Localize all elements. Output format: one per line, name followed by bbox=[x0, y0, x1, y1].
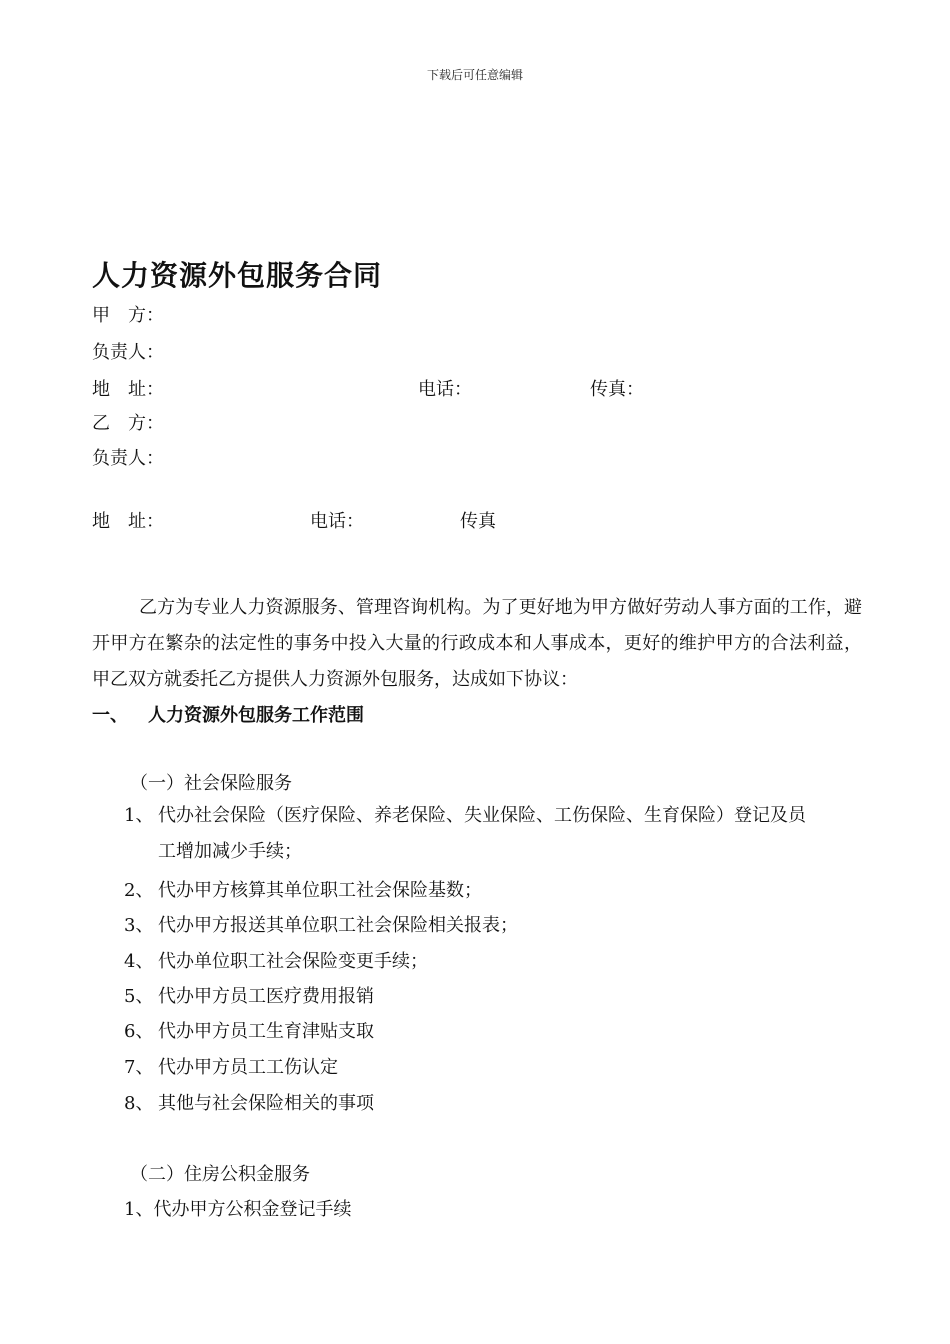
list-item: 1、代办甲方公积金登记手续 bbox=[124, 1199, 352, 1220]
list-item-text: 代办社会保险（医疗保险、养老保险、失业保险、工伤保险、生育保险）登记及员 bbox=[158, 805, 806, 826]
subsection-title-housing-fund: （二）住房公积金服务 bbox=[130, 1164, 310, 1185]
list-item-text: 其他与社会保险相关的事项 bbox=[158, 1093, 374, 1114]
party-b-label: 乙 方： bbox=[92, 413, 164, 434]
list-item-text: 代办甲方员工生育津贴支取 bbox=[158, 1021, 374, 1042]
list-item-number: 4、 bbox=[124, 951, 154, 972]
list-item bbox=[124, 947, 428, 973]
list-item-text: 代办单位职工社会保险变更手续； bbox=[158, 951, 428, 972]
party-a-manager-label: 负责人： bbox=[92, 342, 164, 363]
section-heading bbox=[92, 701, 364, 727]
party-a-phone-label: 电话： bbox=[418, 379, 472, 400]
intro-paragraph: 乙方为专业人力资源服务、管理咨询机构。为了更好地为甲方做好劳动人事方面的工作，避开甲方在繁杂的法定性的事务中投入大量的行政成本和人事成本，更好的维护甲方的合法利益，甲乙双方就委托乙方提供人力资源外包服务，达成如下协议： bbox=[92, 597, 862, 690]
list-item bbox=[124, 798, 860, 870]
list-item bbox=[124, 1017, 374, 1043]
party-b-address-label: 地 址： bbox=[92, 511, 164, 532]
list-item-text: 代办甲方核算其单位职工社会保险基数； bbox=[158, 880, 482, 901]
list-item-number: 1、 bbox=[124, 805, 154, 826]
list-item-number: 3、 bbox=[124, 915, 154, 936]
list-item-number: 5、 bbox=[124, 986, 154, 1007]
list-item-number: 8、 bbox=[124, 1093, 154, 1114]
list-item bbox=[124, 876, 482, 902]
list-item bbox=[124, 1053, 338, 1079]
section-title: 人力资源外包服务工作范围 bbox=[148, 705, 364, 726]
list-item bbox=[124, 911, 518, 937]
header-note: 下载后可任意编辑 bbox=[426, 68, 523, 82]
party-a-address-label: 地 址： bbox=[92, 379, 164, 400]
party-b-manager-label: 负责人： bbox=[92, 448, 164, 469]
list-item-text: 代办甲方报送其单位职工社会保险相关报表； bbox=[158, 915, 518, 936]
list-item-number: 7、 bbox=[124, 1057, 154, 1078]
list-item bbox=[124, 1089, 374, 1115]
party-a-label: 甲 方： bbox=[92, 305, 164, 326]
section-number: 一、 bbox=[92, 705, 128, 726]
party-b-fax-label: 传真 bbox=[460, 511, 496, 532]
list-item-text: 代办甲方员工医疗费用报销 bbox=[158, 986, 374, 1007]
party-a-fax-label: 传真： bbox=[590, 379, 644, 400]
subsection-title-social-insurance: （一）社会保险服务 bbox=[130, 773, 292, 794]
list-item-text: 代办甲方员工工伤认定 bbox=[158, 1057, 338, 1078]
list-item-number: 2、 bbox=[124, 880, 154, 901]
party-b-phone-label: 电话： bbox=[310, 511, 364, 532]
list-item bbox=[124, 982, 374, 1008]
document-title: 人力资源外包服务合同 bbox=[92, 259, 383, 292]
list-item-continuation: 工增加减少手续； bbox=[158, 841, 302, 862]
list-item-number: 6、 bbox=[124, 1021, 154, 1042]
